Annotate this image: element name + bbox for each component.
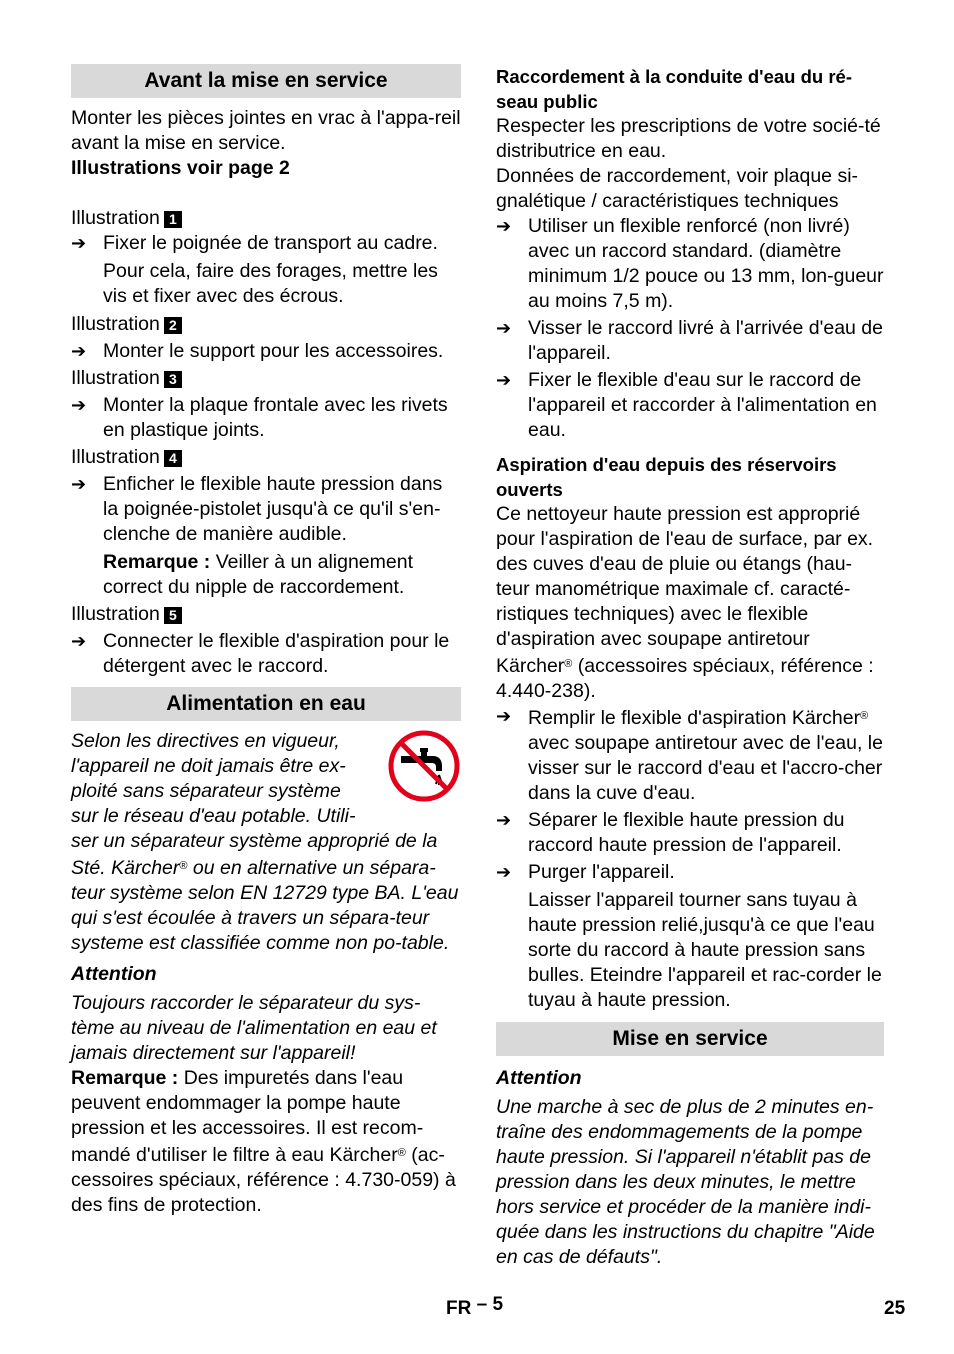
attention-label: Attention	[71, 963, 157, 985]
arrow-icon: ➔	[71, 631, 87, 651]
raccordement-p1: Respecter les prescriptions de votre socié-té distributrice en eau.	[496, 115, 881, 162]
right-column	[496, 64, 884, 1270]
illustration-4-label: Illustration 4	[71, 445, 461, 470]
subheading-raccordement: Raccordement à la conduite d'eau du ré-seau public	[496, 66, 852, 112]
arrow-icon: ➔	[496, 318, 512, 338]
aspiration-p1: Ce nettoyeur haute pression est approprié pour l'aspiration de l'eau de surface, par ex. des cuves d'eau de pluie ou étangs (hau-teur manométrique maximale cf. caracté-ristiques techniques) avec le flexible d'aspiration avec soupape antiretour Kärcher® (accessoires spéciaux, référence : 4.440-238).	[496, 503, 874, 702]
step-front-plate: ➔ Monter la plaque frontale avec les rivets en plastique joints.	[71, 394, 448, 441]
subheading-aspiration: Aspiration d'eau depuis des réservoirs ouverts	[496, 454, 837, 500]
left-column	[71, 64, 461, 1218]
arrow-icon: ➔	[496, 810, 512, 830]
section-heading-avant-mise-en-service: Avant la mise en service	[71, 64, 461, 98]
arrow-icon: ➔	[496, 706, 512, 726]
step-purge-note: Laisser l'appareil tourner sans tuyau à haute pression relié,jusqu'à ce que l'eau sorte du raccord à haute pression sans bulles. Eteindre l'appareil et rac-corder le tuyau à haute pression.	[528, 889, 882, 1011]
section-heading-mise-en-service: Mise en service	[496, 1022, 884, 1056]
figure-number-4: 4	[164, 450, 182, 467]
attention-label: Attention	[496, 1067, 582, 1089]
warning-text: Selon les directives en vigueur, l'appareil ne doit jamais être ex-ploité sans séparateur système sur le réseau d'eau potable. Utili-ser un séparateur système approprié de la Sté. Kärcher® ou en alternative un sépara-teur système selon EN 12729 type BA. L'eau qui s'est écoulée à travers un sépara-teur systeme est classifiée comme non po-table.	[71, 730, 459, 954]
step-attach-water-hose: ➔ Fixer le flexible d'eau sur le raccord de l'appareil et raccorder à l'alimentation en eau.	[496, 369, 877, 441]
dry-run-warning: Une marche à sec de plus de 2 minutes en-traîne des endommagements de la pompe haute pression. Si l'appareil n'établit pas de pression dans les deux minutes, le mettre hors service et procéder de la manière indi-quée dans les instructions du chapitre "Aide en cas de défauts".	[496, 1096, 875, 1268]
figure-number-2: 2	[164, 317, 182, 334]
water-filter-note: Remarque : Des impuretés dans l'eau peuvent endommager la pompe haute pression et les accessoires. Il est recom-mandé d'utiliser le filtre à eau Kärcher® (ac-cessoires spéciaux, référence : 4.730-059) à des fins de protection.	[71, 1067, 456, 1216]
step-separate-hp-hose: ➔ Séparer le flexible haute pression du raccord haute pression de l'appareil.	[496, 809, 845, 856]
illustration-5-label: Illustration 5	[71, 602, 461, 627]
intro-text: Monter les pièces jointes en vrac à l'appa-reil avant la mise en service.	[71, 107, 461, 154]
step-carry-handle-note: Pour cela, faire des forages, mettre les vis et fixer avec des écrous.	[103, 260, 438, 307]
footer-language: FR – 5	[446, 1294, 504, 1319]
arrow-icon: ➔	[496, 370, 512, 390]
arrow-icon: ➔	[71, 474, 87, 494]
illustration-1-label: Illustration 1	[71, 206, 461, 231]
page-number: 25	[884, 1298, 906, 1319]
step-accessory-holder: ➔ Monter le support pour les accessoires.	[71, 340, 444, 362]
step-carry-handle: ➔ Fixer le poignée de transport au cadre.	[71, 232, 438, 254]
illustrations-reference: Illustrations voir page 2	[71, 157, 290, 179]
figure-number-5: 5	[164, 607, 182, 624]
step-reinforced-hose: ➔ Utiliser un flexible renforcé (non livré) avec un raccord standard. (diamètre minimum 1/2 pouce ou 13 mm, lon-gueur au moins 7,5 m).	[496, 215, 884, 312]
step-detergent-hose: ➔ Connecter le flexible d'aspiration pour le détergent avec le raccord.	[71, 630, 450, 677]
attention-text: Toujours raccorder le séparateur du sys-tème au niveau de l'alimentation en eau et jamais directement sur l'appareil!	[71, 992, 437, 1064]
arrow-icon: ➔	[71, 395, 87, 415]
raccordement-p2: Données de raccordement, voir plaque si-gnalétique / caractéristiques techniques	[496, 165, 859, 212]
step-purge: ➔ Purger l'appareil.	[496, 861, 675, 883]
step-fill-suction-hose: ➔ Remplir le flexible d'aspiration Kärcher® avec soupape antiretour avec de l'eau, le visser sur le raccord d'eau et l'accro-cher dans la cuve d'eau.	[496, 706, 883, 804]
step-hp-hose: ➔ Enficher le flexible haute pression dans la poignée-pistolet jusqu'à ce qu'il s'en-clenche de manière audible.	[71, 473, 443, 545]
step-hp-hose-note: Remarque : Veiller à un alignement correct du nipple de raccordement.	[103, 551, 413, 598]
arrow-icon: ➔	[496, 216, 512, 236]
arrow-icon: ➔	[71, 341, 87, 361]
step-screw-coupling: ➔ Visser le raccord livré à l'arrivée d'eau de l'appareil.	[496, 317, 883, 364]
arrow-icon: ➔	[496, 862, 512, 882]
figure-number-3: 3	[164, 371, 182, 388]
no-drinking-water-icon	[387, 729, 461, 803]
arrow-icon: ➔	[71, 233, 87, 253]
illustration-3-label: Illustration 3	[71, 366, 461, 391]
illustration-2-label: Illustration 2	[71, 312, 461, 337]
warning-block	[71, 729, 461, 956]
figure-number-1: 1	[164, 211, 182, 228]
section-heading-alimentation-en-eau: Alimentation en eau	[71, 687, 461, 721]
